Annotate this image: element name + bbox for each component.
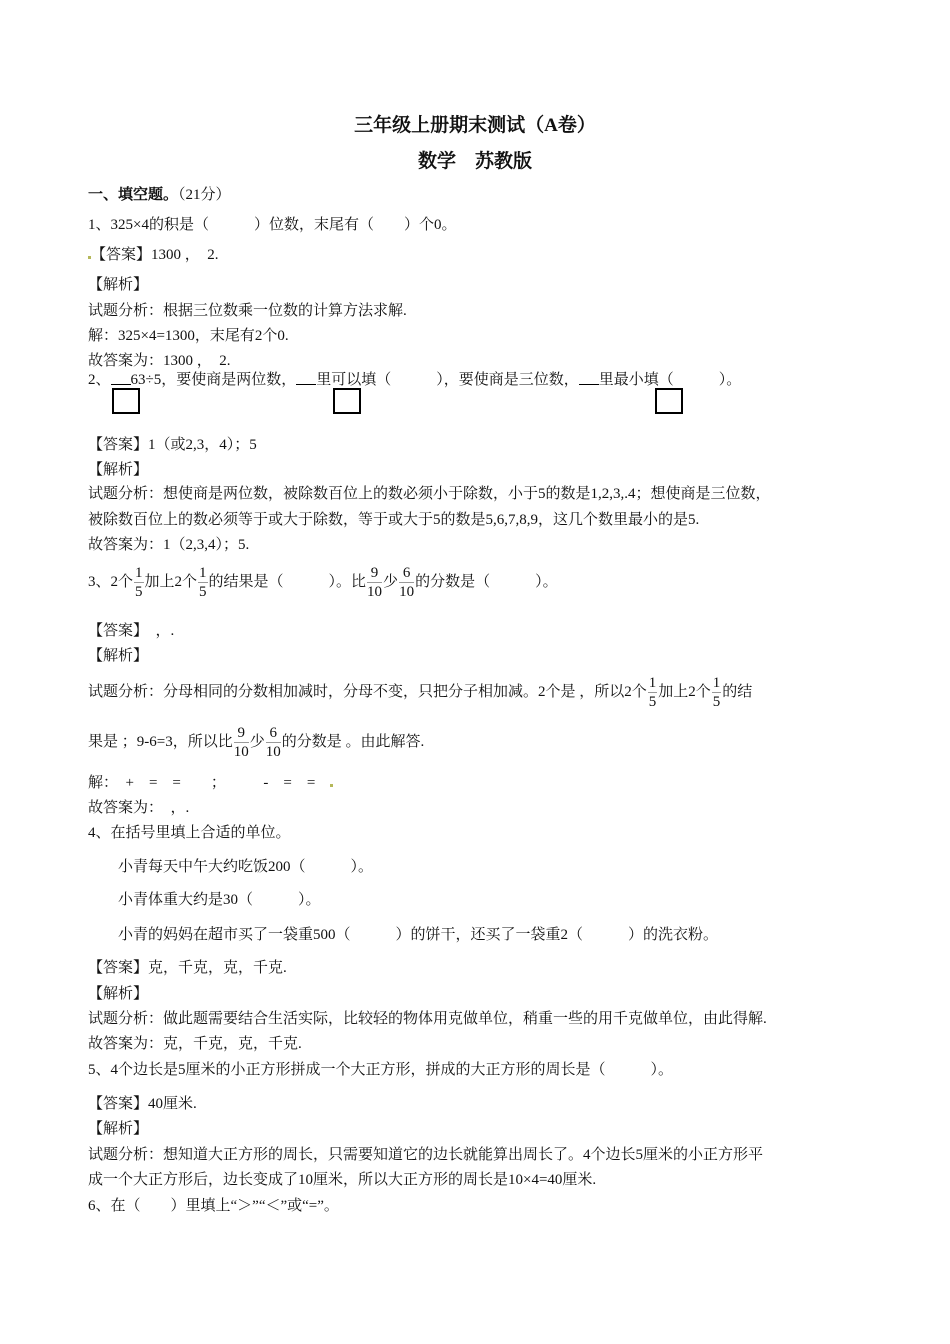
q3-part: 3、2个: [88, 574, 134, 590]
q1-final: 故答案为：1300 ， 2.: [88, 353, 231, 369]
section-score: （21分）: [178, 187, 231, 203]
q4-sentence-2: 小青体重大约是30（ ）。: [118, 892, 321, 908]
q1-analysis: 试题分析：根据三位数乘一位数的计算方法求解.: [88, 303, 407, 319]
q4-analysis: 试题分析：做此题需要结合生活实际，比较轻的物体用克做单位，稍重一些的用千克做单位，由此得解.: [88, 1011, 767, 1027]
q3-analysis-part: 的结: [722, 684, 753, 700]
q4-sentence-1: 小青每天中午大约吃饭200（ ）。: [118, 859, 374, 875]
q3-part: 的结果是（ ）。比: [208, 574, 367, 590]
q5-analysis-2: 成一个大正方形后，边长变成了10厘米，所以大正方形的周长是10×4=40厘米.: [88, 1172, 597, 1188]
q2-part: 里可以填（ ），要使商是三位数，: [316, 372, 579, 388]
q4-sentence-3: 小青的妈妈在超市买了一袋重500（ ）的饼干，还买了一袋重2（ ）的洗衣粉。: [118, 927, 719, 943]
marker-dot: [330, 784, 333, 787]
q3-answer: 【答案】 ，.: [88, 623, 175, 639]
q5-analysis-label: 【解析】: [88, 1121, 149, 1137]
fraction: $\frac{1}{5}$: [135, 565, 143, 601]
q5-text: 5、4个边长是5厘米的小正方形拼成一个大正方形，拼成的大正方形的周长是（ ）。: [88, 1062, 674, 1078]
q3-solution-text: 解： + = = ； - = =: [88, 775, 331, 791]
q3-part: 少: [383, 574, 399, 590]
q2-text: [88, 370, 741, 390]
q4-answer: 【答案】克，千克，克，千克.: [88, 960, 287, 976]
q5-analysis-1: 试题分析：想知道大正方形的周长，只需要知道它的边长就能算出周长了。4个边长5厘米的小正方形平: [88, 1147, 764, 1163]
q4-final: 故答案为：克，千克，克，千克.: [88, 1036, 302, 1052]
q4-analysis-label: 【解析】: [88, 986, 149, 1002]
fraction: $\frac{9}{10}$: [233, 725, 249, 761]
q2-answer: 【答案】1（或2,3，4）；5: [88, 437, 257, 453]
fraction: $\frac{9}{10}$: [367, 565, 383, 601]
doc-subtitle: 数学 苏教版: [417, 151, 532, 172]
fraction: $\frac{6}{10}$: [265, 725, 281, 761]
blank-box: [112, 388, 140, 414]
q3-final: 故答案为： ，.: [88, 800, 190, 816]
q3-analysis-part: 果是 ；9-6=3，所以比: [88, 734, 233, 750]
q6-text: 6、在（ ）里填上“＞”“＜”或“=”。: [88, 1198, 339, 1214]
blank-box: [333, 388, 361, 414]
q2-final: 故答案为：1（2,3,4）；5.: [88, 537, 250, 553]
doc-title: 三年级上册期末测试（A卷）: [354, 115, 596, 136]
q2-part: 63÷5，要使商是两位数，: [130, 372, 297, 388]
fraction: $\frac{1}{5}$: [648, 675, 657, 711]
q3-analysis-part: 少: [249, 734, 265, 750]
section-heading: [88, 185, 231, 205]
fraction: $\frac{1}{5}$: [199, 565, 207, 601]
q2-part: 2、: [88, 372, 111, 388]
q2-analysis-1: 试题分析：想使商是两位数，被除数百位上的数必须小于除数，小于5的数是1,2,3,.4；想使商是三位数，: [88, 486, 771, 502]
q3-part: 加上2个: [144, 574, 198, 590]
q2-analysis-2: 被除数百位上的数必须等于或大于除数，等于或大于5的数是5,6,7,8,9，这几个数里最小的是5.: [88, 512, 700, 528]
q4-text: 4、在括号里填上合适的单位。: [88, 825, 291, 841]
q1-answer-text: 【答案】1300 ， 2.: [91, 247, 219, 263]
fraction: $\frac{6}{10}$: [399, 565, 415, 601]
q3-analysis-part: 试题分析：分母相同的分数相加减时，分母不变，只把分子相加减。2个是 ，所以2个: [88, 684, 647, 700]
q5-answer: 【答案】40厘米.: [88, 1096, 197, 1112]
q3-analysis-label: 【解析】: [88, 648, 149, 664]
q2-analysis-label: 【解析】: [88, 462, 149, 478]
q3-analysis-part: 加上2个: [658, 684, 711, 700]
fraction: $\frac{1}{5}$: [712, 675, 721, 711]
q3-text: [88, 562, 558, 602]
q3-analysis-part: 的分数是 。由此解答.: [281, 734, 425, 750]
q3-part: 的分数是（ ）。: [415, 574, 558, 590]
q1-analysis-label: 【解析】: [88, 277, 149, 293]
q3-solution: [88, 773, 333, 793]
q1-text: 1、325×4的积是（ ）位数，末尾有（ ）个0。: [88, 217, 457, 233]
blank-box: [655, 388, 683, 414]
q3-analysis-2: [88, 722, 424, 762]
q2-part: 里最小填（ ）。: [598, 372, 742, 388]
q3-analysis-1: [88, 672, 752, 712]
q1-solution: 解：325×4=1300，末尾有2个0.: [88, 328, 289, 344]
section-label: 一、填空题。: [88, 187, 179, 203]
q1-answer: [88, 245, 219, 265]
